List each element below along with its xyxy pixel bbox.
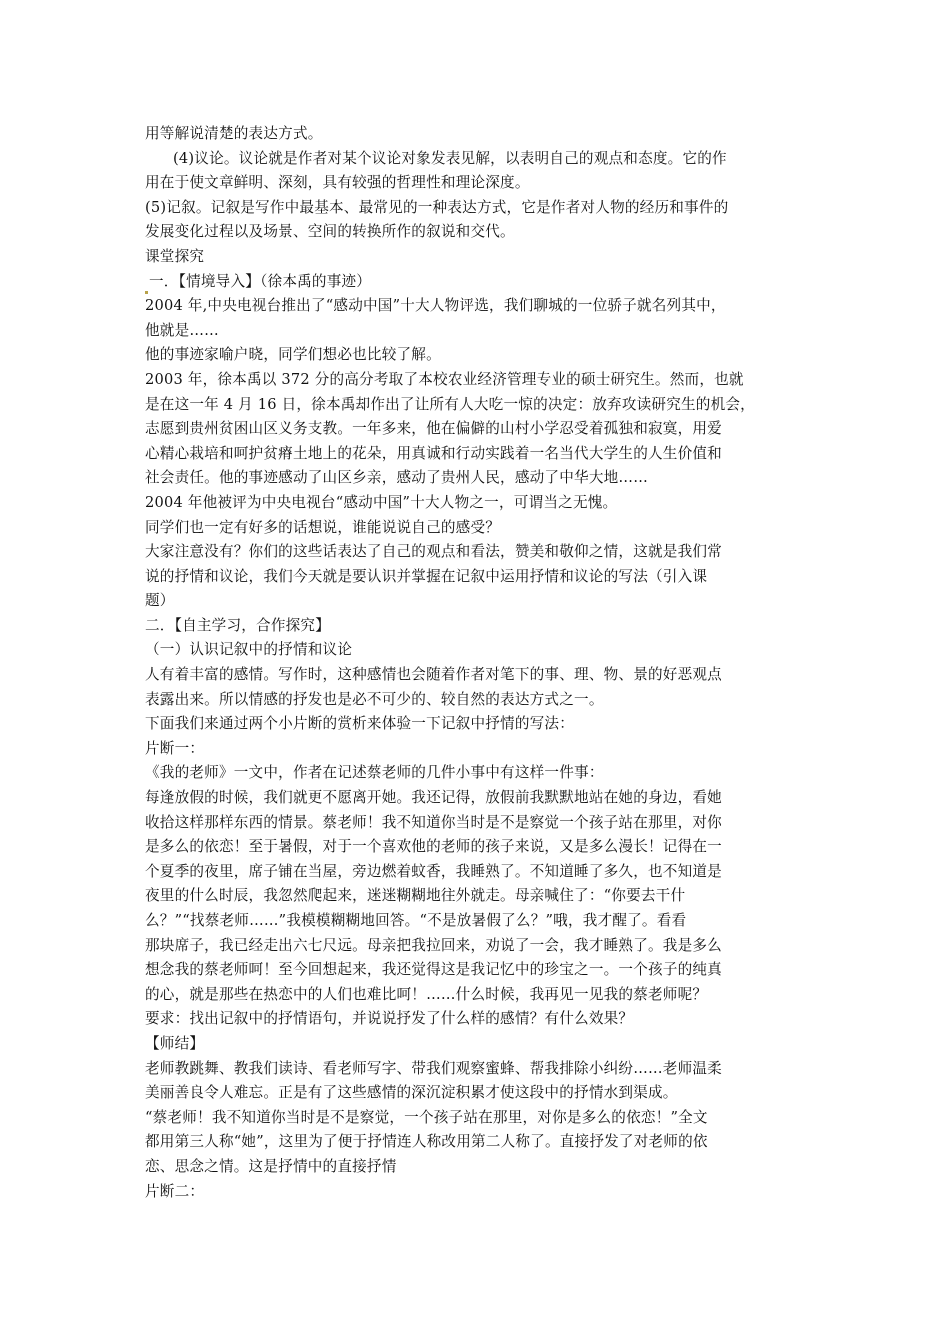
text-line: 人有着丰富的感情。写作时，这种感情也会随着作者对笔下的事、理、物、景的好恶观点 <box>145 666 722 684</box>
text-line: 夜里的什么时辰，我忽然爬起来，迷迷糊糊地往外就走。母亲喊住了：“你要去干什 <box>145 887 686 905</box>
text-line: 片断一： <box>145 739 205 757</box>
text-line: 收拾这样那样东西的情景。蔡老师！我不知道你当时是不是察觉一个孩子站在那里，对你 <box>145 813 722 831</box>
text-line: 发展变化过程以及场景、空间的转换所作的叙说和交代。 <box>145 223 515 241</box>
text-line: 片断二： <box>145 1182 205 1200</box>
text-line: 那块席子，我已经走出六七尺远。母亲把我拉回来，劝说了一会，我才睡熟了。我是多么 <box>145 936 722 954</box>
text-line: 同学们也一定有好多的话想说，谁能说说自己的感受？ <box>145 518 501 536</box>
text-line: 大家注意没有？你们的这些话表达了自己的观点和看法，赞美和敬仰之情，这就是我们常 <box>145 543 722 561</box>
subsection-heading: （一）认识记叙中的抒情和议论 <box>145 641 353 659</box>
text-line: 用等解说清楚的表达方式。 <box>145 125 323 142</box>
text-line: (4)议论。议论就是作者对某个议论对象发表见解，以表明自己的观点和态度。它的作 <box>173 149 727 167</box>
section-heading: 课堂探究 <box>145 247 205 265</box>
text-line: 么？”“找蔡老师……”我模模糊糊地回答。“不是放暑假了么？”哦，我才醒了。看看 <box>145 912 687 929</box>
text-line: 2004 年,中央电视台推出了“感动中国”十大人物评选，我们聊城的一位骄子就名列其中， <box>145 297 726 315</box>
text-line: 2004 年他被评为中央电视台“感动中国”十大人物之一，可谓当之无愧。 <box>145 493 618 511</box>
text-line: 恋、思念之情。这是抒情中的直接抒情 <box>145 1157 397 1175</box>
text-line: 【师结】 <box>145 1034 205 1052</box>
text-line: 用在于使文章鲜明、深刻，具有较强的哲理性和理论深度。 <box>145 174 530 192</box>
text-line: 2003 年，徐本禹以 372 分的高分考取了本校农业经济管理专业的硕士研究生。然而，也就 <box>145 370 744 388</box>
text-line: 《我的老师》一文中，作者在记述蔡老师的几件小事中有这样一件事： <box>145 764 604 782</box>
text-line: 每逢放假的时候，我们就更不愿离开她。我还记得，放假前我默默地站在她的身边，看她 <box>145 789 722 807</box>
text-line: 想念我的蔡老师呵！至今回想起来，我还觉得这是我记忆中的珍宝之一。一个孩子的纯真 <box>145 961 722 979</box>
text-line: 的心，就是那些在热恋中的人们也难比呵！……什么时候，我再见一见我的蔡老师呢？ <box>145 985 708 1003</box>
text-line: 表露出来。所以情感的抒发也是必不可少的、较自然的表达方式之一。 <box>145 690 604 708</box>
text-line: “蔡老师！我不知道你当时是不是察觉，一个孩子站在那里，对你是多么的依恋！”全文 <box>145 1108 708 1126</box>
text-line: 要求：找出记叙中的抒情语句，并说说抒发了什么样的感情？有什么效果？ <box>145 1010 634 1028</box>
text-line: 志愿到贵州贫困山区义务支教。一年多来，他在偏僻的山村小学忍受着孤独和寂寞，用爱 <box>145 420 722 438</box>
document-body <box>145 122 813 1204</box>
subsection-heading: 一．【情境导入】（徐本禹的事迹） <box>145 270 813 295</box>
text-line: (5)记叙。记叙是写作中最基本、最常见的一种表达方式，它是作者对人物的经历和事件的 <box>145 198 729 216</box>
text-line: 题） <box>145 592 175 610</box>
text-line: 个夏季的夜里，席子铺在当屋，旁边燃着蚊香，我睡熟了。不知道睡了多久，也不知道是 <box>145 862 722 880</box>
text-line: 下面我们来通过两个小片断的赏析来体验一下记叙中抒情的写法： <box>145 715 575 733</box>
text-line: 是在这一年 4 月 16 日，徐本禹却作出了让所有人大吃一惊的决定：放弃攻读研究生的机会， <box>145 395 755 413</box>
text-line: 说的抒情和议论，我们今天就是要认识并掌握在记叙中运用抒情和议论的写法（引入课 <box>145 567 708 585</box>
text-line: 都用第三人称“她”，这里为了便于抒情连人称改用第二人称了。直接抒发了对老师的依 <box>145 1133 708 1151</box>
text-line: 他的事迹家喻户晓，同学们想必也比较了解。 <box>145 346 441 364</box>
subsection-heading: 二．【自主学习，合作探究】 <box>145 616 331 634</box>
text-line: 心精心栽培和呵护贫瘠土地上的花朵，用真诚和行动实践着一名当代大学生的人生价值和 <box>145 444 722 462</box>
text-line: 美丽善良令人难忘。正是有了这些感情的深沉淀积累才使这段中的抒情水到渠成。 <box>145 1084 678 1102</box>
text-line: 老师教跳舞、教我们读诗、看老师写字、带我们观察蜜蜂、帮我排除小纠纷……老师温柔 <box>145 1059 722 1077</box>
text-line: 他就是…… <box>145 321 219 339</box>
text-line: 是多么的依恋！至于暑假，对于一个喜欢他的老师的孩子来说，又是多么漫长！记得在一 <box>145 838 722 856</box>
text-line: 社会责任。他的事迹感动了山区乡亲，感动了贵州人民，感动了中华大地…… <box>145 469 648 487</box>
